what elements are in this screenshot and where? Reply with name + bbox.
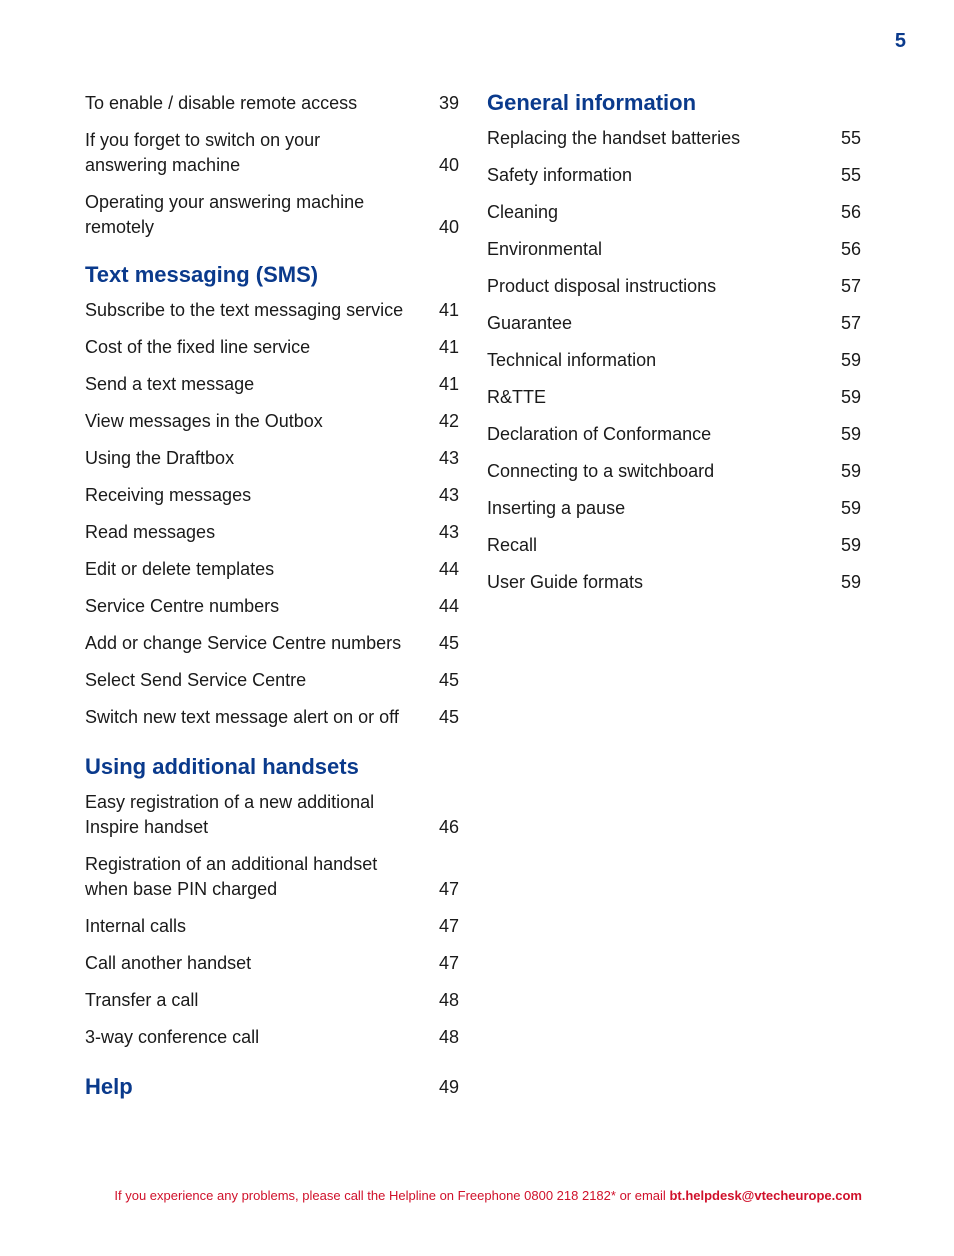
toc-entry-page: 49 [438,1077,459,1097]
general-entry-list [487,126,861,595]
toc-entry-page: 44 [438,559,459,579]
toc-entry-title: Guarantee [487,313,573,333]
toc-entry-title: Easy registration of a new additional Inspire handset [85,792,375,837]
toc-entry-title: Subscribe to the text messaging service [85,300,404,320]
toc-entry-title: Registration of an additional handset when base PIN charged [85,854,378,899]
toc-entry-title: Recall [487,535,538,555]
toc-entry[interactable] [487,348,861,373]
toc-entry-title: Call another handset [85,953,252,973]
section-heading-title: Using additional handsets [85,754,359,779]
toc-entry-title: Service Centre numbers [85,596,280,616]
toc-entry[interactable] [487,237,861,262]
toc-entry-title: Product disposal instructions [487,276,717,296]
sms-entry-list [85,298,459,730]
toc-entry-page: 59 [840,424,861,444]
toc-entry[interactable] [85,335,459,360]
toc-entry-title: Select Send Service Centre [85,670,307,690]
toc-entry-title: Switch new text message alert on or off [85,707,399,727]
toc-entry[interactable] [487,274,861,299]
toc-entry-title: View messages in the Outbox [85,411,323,431]
toc-entry-page: 43 [438,522,459,542]
toc-entry-page: 59 [840,350,861,370]
section-heading-title: General information [487,90,697,115]
toc-entry-title: Using the Draftbox [85,448,235,468]
helpline-footer [114,1188,862,1203]
section-heading-sms [85,260,459,290]
toc-entry[interactable] [85,790,459,840]
toc-entry[interactable] [85,409,459,434]
toc-entry[interactable] [85,705,459,730]
toc-entry-title: Replacing the handset batteries [487,128,741,148]
toc-entry-page: 40 [438,155,459,175]
toc-entry-page: 55 [840,128,861,148]
toc-entry-page: 48 [438,990,459,1010]
toc-entry[interactable] [487,496,861,521]
toc-right-column [487,88,861,595]
toc-entry-page: 46 [438,817,459,837]
toc-entry[interactable] [487,422,861,447]
toc-entry-page: 57 [840,313,861,333]
toc-entry[interactable] [85,594,459,619]
toc-entry-page: 59 [840,535,861,555]
toc-entry-page: 59 [840,387,861,407]
toc-left-column [85,88,459,1102]
section-heading-handsets [85,752,459,782]
toc-entry[interactable] [487,126,861,151]
toc-entry-title: R&TTE [487,387,547,407]
toc-entry-title: Environmental [487,239,603,259]
toc-entry-page: 47 [438,953,459,973]
toc-entry[interactable] [85,446,459,471]
toc-entry-title: Read messages [85,522,216,542]
toc-entry[interactable] [85,520,459,545]
toc-entry-title: Internal calls [85,916,187,936]
footer-text: If you experience any problems, please call the Helpline on Freephone 0800 218 2182* or email [114,1188,666,1203]
toc-entry-title: Add or change Service Centre numbers [85,633,402,653]
toc-entry[interactable] [85,631,459,656]
toc-entry-page: 43 [438,448,459,468]
toc-entry-title: User Guide formats [487,572,644,592]
toc-entry-title: Inserting a pause [487,498,626,518]
toc-entry-page: 41 [438,337,459,357]
toc-entry-page: 55 [840,165,861,185]
toc-entry[interactable] [487,200,861,225]
toc-entry[interactable] [487,570,861,595]
toc-entry[interactable] [487,311,861,336]
toc-entry-title: Edit or delete templates [85,559,275,579]
toc-entry[interactable] [85,668,459,693]
toc-entry[interactable] [85,914,459,939]
toc-entry-title: Operating your answering machine remotely [85,192,365,237]
toc-entry[interactable] [85,557,459,582]
toc-entry-page: 42 [438,411,459,431]
toc-entry[interactable] [487,385,861,410]
toc-entry[interactable] [85,91,459,116]
toc-entry-page: 39 [438,93,459,113]
toc-entry[interactable] [85,951,459,976]
toc-entry-title: To enable / disable remote access [85,93,358,113]
toc-entry-page: 56 [840,239,861,259]
toc-entry-page: 48 [438,1027,459,1047]
toc-entry-page: 59 [840,572,861,592]
toc-entry[interactable] [85,190,459,240]
toc-entry-title: Cleaning [487,202,559,222]
page-number: 5 [894,30,906,52]
toc-entry-title: Receiving messages [85,485,252,505]
toc-entry[interactable] [85,852,459,902]
toc-entry-page: 40 [438,217,459,237]
toc-entry-page: 56 [840,202,861,222]
toc-entry-title: Send a text message [85,374,255,394]
toc-entry[interactable] [85,988,459,1013]
toc-entry-page: 59 [840,498,861,518]
toc-entry[interactable] [487,533,861,558]
section-heading-title: Text messaging (SMS) [85,262,319,287]
toc-entry-page: 44 [438,596,459,616]
toc-entry-title: Connecting to a switchboard [487,461,715,481]
toc-entry-title: If you forget to switch on your answering machine [85,130,321,175]
toc-entry-title: Declaration of Conformance [487,424,712,444]
toc-entry-page: 57 [840,276,861,296]
toc-entry[interactable] [85,1025,459,1050]
section-heading-title: Help [85,1074,133,1099]
toc-entry[interactable] [85,372,459,397]
toc-entry[interactable] [85,128,459,178]
section-heading-help[interactable] [85,1072,459,1102]
toc-entry-page: 43 [438,485,459,505]
section-heading-general [487,88,861,118]
footer-email-link[interactable]: bt.helpdesk@vtecheurope.com [669,1188,862,1203]
toc-entry[interactable] [85,483,459,508]
toc-entry-page: 45 [438,670,459,690]
toc-entry-page: 47 [438,916,459,936]
toc-entry-title: 3-way conference call [85,1027,260,1047]
handsets-entry-list [85,790,459,1050]
toc-entry-page: 41 [438,300,459,320]
toc-entry[interactable] [85,298,459,323]
toc-entry-page: 45 [438,633,459,653]
toc-entry-page: 59 [840,461,861,481]
toc-entry-page: 41 [438,374,459,394]
toc-entry-page: 45 [438,707,459,727]
toc-entry[interactable] [487,459,861,484]
toc-entry-title: Technical information [487,350,657,370]
toc-entry-title: Safety information [487,165,633,185]
toc-entry-title: Transfer a call [85,990,199,1010]
toc-entry-page: 47 [438,879,459,899]
toc-entry[interactable] [487,163,861,188]
toc-entry-title: Cost of the fixed line service [85,337,311,357]
